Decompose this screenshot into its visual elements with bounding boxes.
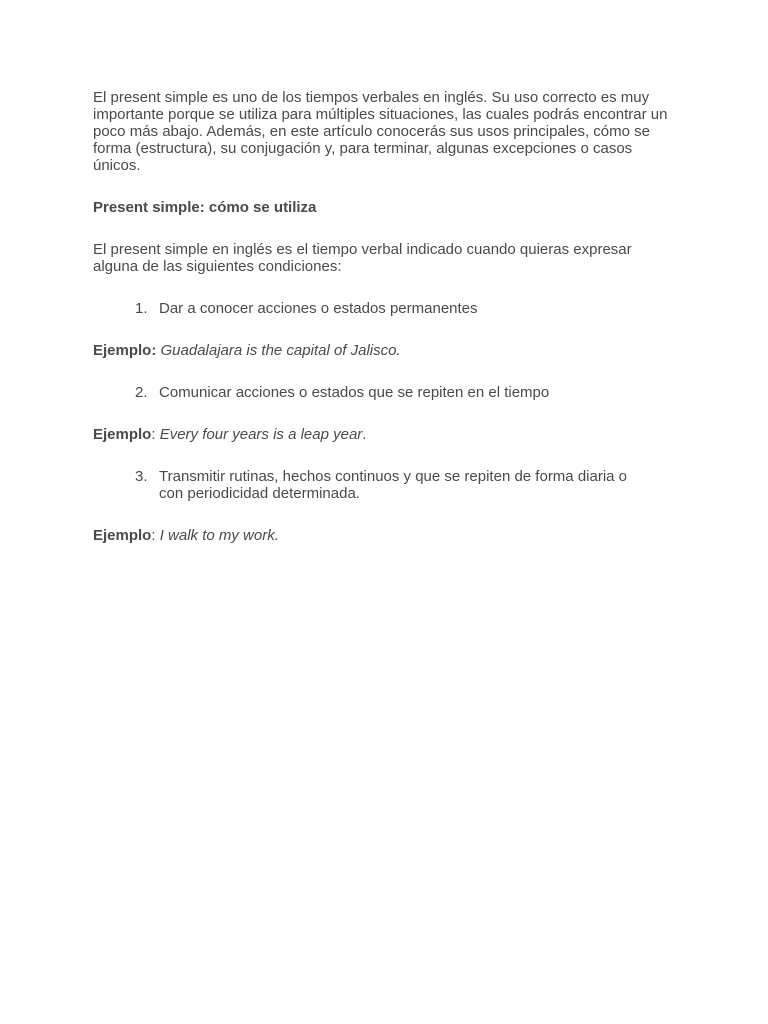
usage-list-3 xyxy=(93,468,678,502)
list-number: 1. xyxy=(135,300,148,317)
example-separator: : xyxy=(151,527,156,544)
example-sentence: Guadalajara is the capital of Jalisco. xyxy=(160,342,401,359)
example-label: Ejemplo: xyxy=(93,342,157,359)
list-item-text: Transmitir rutinas, hechos continuos y que se repiten de forma diaria o con periodicidad determinada. xyxy=(159,468,628,502)
example-line-1 xyxy=(93,342,678,359)
example-sentence: Every four years is a leap year xyxy=(159,426,363,443)
list-item-text: Dar a conocer acciones o estados permanentes xyxy=(159,300,478,317)
example-end: . xyxy=(362,426,367,443)
example-label: Ejemplo xyxy=(93,426,152,443)
example-separator: : xyxy=(151,426,156,443)
example-line-2 xyxy=(93,426,678,443)
list-number: 3. xyxy=(135,468,148,485)
example-line-3 xyxy=(93,527,678,544)
section-heading: Present simple: cómo se utiliza xyxy=(93,199,317,216)
usage-list-2 xyxy=(93,384,678,401)
usage-list-1 xyxy=(93,300,678,317)
list-item xyxy=(93,468,649,502)
list-item xyxy=(93,384,649,401)
list-item xyxy=(93,300,649,317)
list-number: 2. xyxy=(135,384,148,401)
document-body xyxy=(93,89,678,569)
intro-paragraph: El present simple es uno de los tiempos verbales en inglés. Su uso correcto es muy importante porque se utiliza para múltiples situaciones, las cuales podrás encontrar un poco más abajo. Además, en este artículo conocerás sus usos principales, cómo se forma (estructura), su conjugación y, para terminar, algunas excepciones o casos únicos. xyxy=(93,89,668,174)
example-label: Ejemplo xyxy=(93,527,152,544)
lead-paragraph: El present simple en inglés es el tiempo verbal indicado cuando quieras expresar alguna de las siguientes condiciones: xyxy=(93,241,632,275)
list-item-text: Comunicar acciones o estados que se repiten en el tiempo xyxy=(159,384,550,401)
example-sentence: I walk to my work. xyxy=(159,527,279,544)
